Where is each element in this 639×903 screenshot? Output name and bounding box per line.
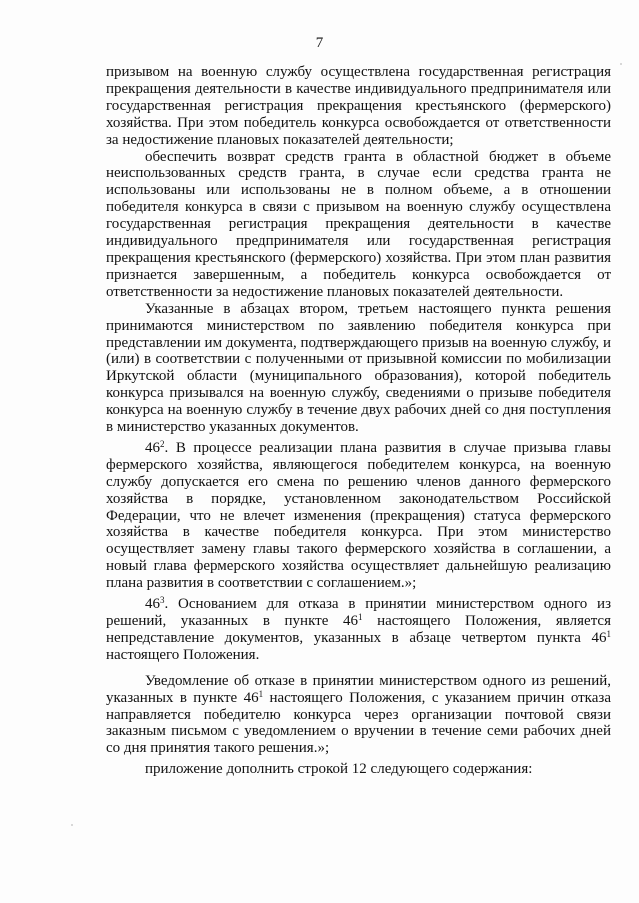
clause-text: настоящего Положения, с указанием причин отказа направляется победителю конкурса через организации почтовой связи заказным письмом с уведомлением о вручении в течение семи рабочих дней со дня принятия такого решения.»; bbox=[106, 689, 611, 757]
clause-reference-superscript: 1 bbox=[606, 628, 611, 639]
scan-speck bbox=[620, 63, 622, 65]
document-body bbox=[106, 64, 611, 778]
clause-number-superscript: 3 bbox=[160, 595, 165, 606]
clause-reference: 46 bbox=[591, 629, 607, 646]
paragraph-4 bbox=[106, 440, 611, 592]
clause-number: 46 bbox=[145, 439, 160, 456]
clause-text: . В процессе реализации плана развития в случае призыва главы фермерского хозяйства, являющегося победителем конкурса, на военную службу допускается его смена по решению членов данного фермерского хозяйства в порядке, установленном законодательством Российской Федерации, что не влечет изменения (прекращения) статуса фермерского хозяйства в качестве победителя конкурса. При этом министерство осуществляет замену главы такого фермерского хозяйства в соглашении, а новый глава фермерского хозяйства осуществляет дальнейшую реализацию плана развития в соответствии с соглашением.»; bbox=[106, 439, 611, 592]
paragraph-1: призывом на военную службу осуществлена государственная регистрация прекращения деятельности в качестве индивидуального предпринимателя или государственная регистрация прекращения крестьянского (фермерского) хозяйства. При этом победитель конкурса освобождается от ответственности за недостижение плановых показателей деятельности; bbox=[106, 64, 611, 148]
clause-text: Уведомление об отказе в принятии министерством одного из решений, указанных в пункте bbox=[106, 672, 611, 706]
paragraph-2: обеспечить возврат средств гранта в областной бюджет в объеме неиспользованных средств гранта, в случае если средства гранта не использованы или использованы не в полном объеме, а в отношении победителя конкурса в связи с призывом на военную службу осуществлена государственная регистрация прекращения деятельности в качестве индивидуального предпринимателя или государственная регистрация прекращения крестьянского (фермерского) хозяйства. При этом план развития признается завершенным, а победитель конкурса освобождается от ответственности за недостижение плановых показателей деятельности. bbox=[106, 148, 611, 300]
clause-reference-superscript: 1 bbox=[258, 688, 264, 699]
clause-text: настоящего Положения, является непредставление документов, указанных в абзаце четвертом пункта bbox=[106, 613, 611, 646]
clause-text: . Основанием для отказа в принятии министерством одного из решений, указанных в пункте bbox=[106, 596, 611, 629]
clause-reference: 46 bbox=[243, 689, 259, 706]
clause-reference: 46 bbox=[342, 613, 358, 629]
page-number: 7 bbox=[315, 35, 324, 51]
clause-text: настоящего Положения. bbox=[106, 646, 260, 663]
clause-reference-superscript: 1 bbox=[357, 612, 363, 622]
clause-number: 46 bbox=[145, 596, 160, 613]
scan-speck bbox=[71, 824, 73, 826]
paragraph-6 bbox=[106, 673, 611, 758]
paragraph-7: приложение дополнить строкой 12 следующего содержания: bbox=[145, 761, 533, 778]
paragraph-3: Указанные в абзацах втором, третьем настоящего пункта решения принимаются министерством по заявлению победителя конкурса при представлении им документа, подтверждающего призыв на военную службу, и (или) в соответствии с полученными от призывной комиссии по мобилизации Иркутской области (муниципального образования), которой победитель конкурса призывался на военную службу, сведениями о призыве победителя конкурса на военную службу в течение двух рабочих дней со дня поступления в министерство указанных документов. bbox=[106, 300, 611, 436]
paragraph-5 bbox=[106, 596, 611, 664]
clause-number-superscript: 2 bbox=[160, 438, 165, 449]
